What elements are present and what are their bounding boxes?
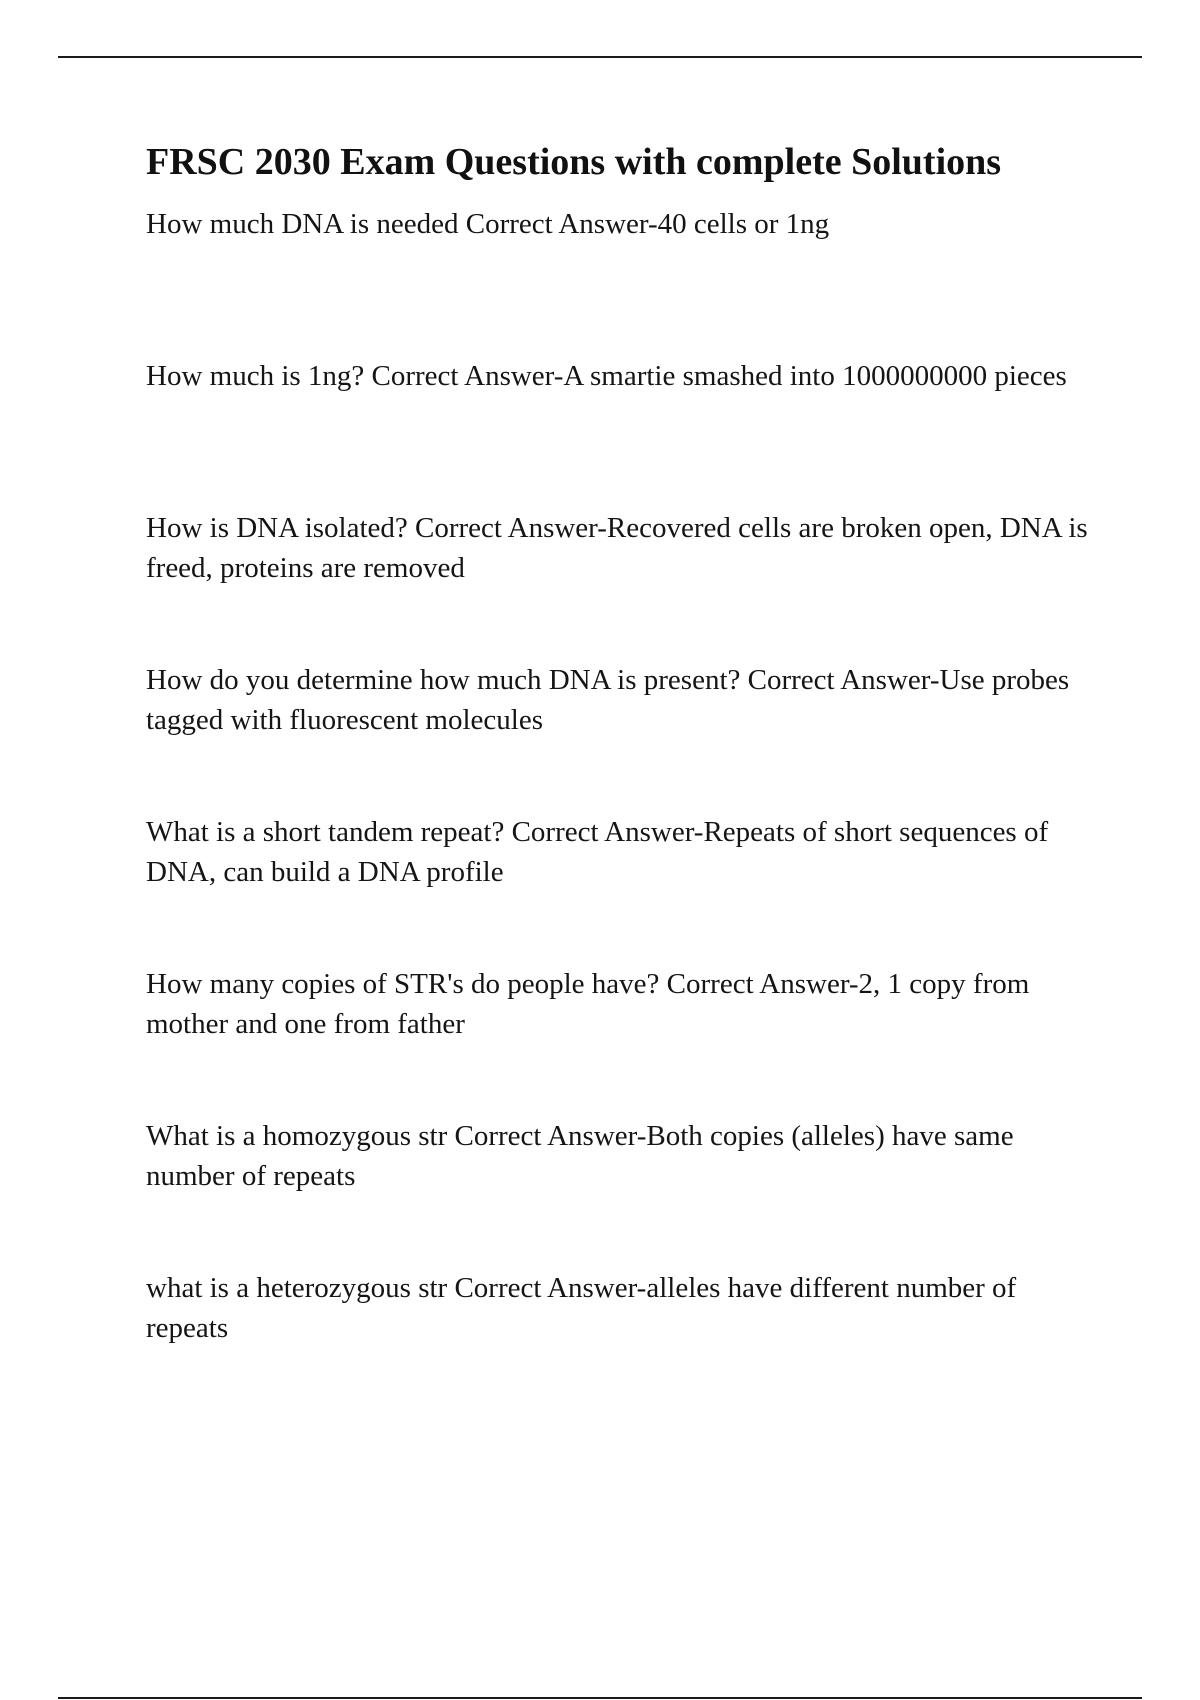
qa-item: How many copies of STR's do people have? Correct Answer-2, 1 copy from mother and one from father xyxy=(146,967,1030,1040)
page-content xyxy=(146,140,1096,1420)
qa-item: How much is 1ng? Correct Answer-A smartie smashed into 1000000000 pieces xyxy=(146,359,1067,392)
qa-item: What is a homozygous str Correct Answer-Both copies (alleles) have same number of repeats xyxy=(146,1119,1014,1192)
footer-rule xyxy=(58,1697,1142,1699)
qa-item: what is a heterozygous str Correct Answer-alleles have different number of repeats xyxy=(146,1271,1017,1344)
header-rule xyxy=(58,56,1142,58)
page-title: FRSC 2030 Exam Questions with complete Solutions xyxy=(146,141,1002,183)
qa-item: What is a short tandem repeat? Correct Answer-Repeats of short sequences of DNA, can build a DNA profile xyxy=(146,815,1049,888)
qa-item: How much DNA is needed Correct Answer-40 cells or 1ng xyxy=(146,207,830,240)
qa-item: How is DNA isolated? Correct Answer-Recovered cells are broken open, DNA is freed, proteins are removed xyxy=(146,511,1088,584)
qa-list xyxy=(146,204,1096,1420)
qa-item: How do you determine how much DNA is present? Correct Answer-Use probes tagged with fluorescent molecules xyxy=(146,663,1070,736)
